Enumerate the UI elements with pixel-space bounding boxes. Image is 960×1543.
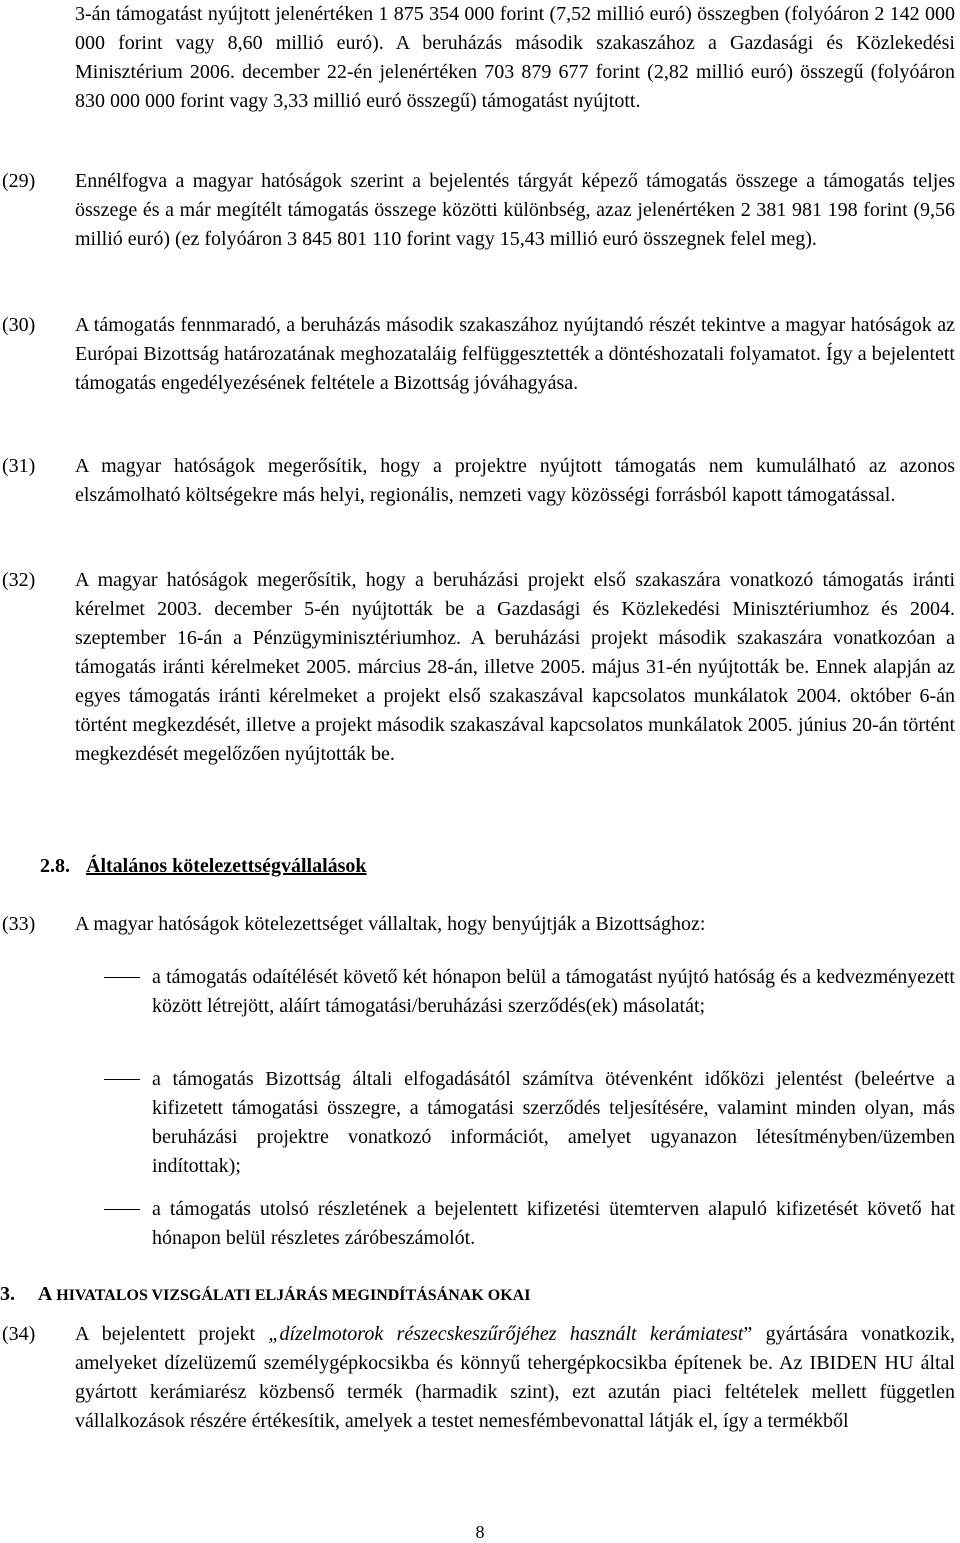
paragraph-30: A támogatás fennmaradó, a beruházás második szakaszához nyújtandó részét tekintve a magyar hatóságok az Európai Bizottság határozatának meghozataláig felfüggesztették a döntéshozatali folyamatot. Így a bejelentett támogatás engedélyezésének feltétele a Bizottság jóváhagyása. [75, 314, 955, 394]
paragraph-33: A magyar hatóságok kötelezettséget vállaltak, hogy benyújtják a Bizottsághoz: [75, 913, 706, 935]
section-number: 2.8. [40, 855, 70, 877]
section-title: Általános kötelezettségvállalások [86, 855, 367, 877]
paragraph-31: A magyar hatóságok megerősítik, hogy a projektre nyújtott támogatás nem kumulálható az azonos elszámolható költségekre más helyi, regionális, nemzeti vagy közösségi forrásból kapott támogatással. [75, 455, 955, 506]
paragraph-number-30: (30) [2, 314, 36, 336]
paragraph-34-close-quote: ” [743, 1323, 753, 1345]
section-title: HIVATALOS VIZSGÁLATI ELJÁRÁS MEGINDÍTÁSÁNAK OKAI [56, 1287, 531, 1304]
intro-paragraph: 3-án támogatást nyújtott jelenértéken 1 875 354 000 forint (7,52 millió euró) összegben (folyóáron 2 142 000 000 forint vagy 8,60 millió euró). A beruházás második szakaszához a Gazdasági és Közlekedési Minisztérium 2006. december 22-én jelenértéken 703 879 677 forint (2,82 millió euró) összegű (folyóáron 830 000 000 forint vagy 3,33 millió euró összegű) támogatást nyújtott. [75, 3, 955, 112]
paragraph-32: A magyar hatóságok megerősítik, hogy a beruházási projekt első szakaszára vonatkozó támogatás iránti kérelmet 2003. december 5-én nyújtották be a Gazdasági és Közlekedési Minisztériumhoz és 2004. szeptember 16-án a Pénzügyminisztériumhoz. A beruházási projekt második szakaszára vonatkozóan a támogatás iránti kérelmeket 2005. március 28-án, illetve 2005. május 31-én nyújtották be. Ennek alapján az egyes támogatás iránti kérelmeket a projekt első szakaszával kapcsolatos munkálatok 2004. október 6-án történt megkezdését, illetve a projekt második szakaszával kapcsolatos munkálatok 2005. június 20-án történt megkezdését megelőzően nyújtották be. [75, 569, 955, 765]
paragraph-34-italic-term: dízelmotorok részecskeszűrőjéhez használt kerámiatest [279, 1323, 744, 1345]
paragraph-29: Ennélfogva a magyar hatóságok szerint a bejelentés tárgyát képező támogatás összege a támogatás teljes összege és a már megítélt támogatás összege közötti különbség, azaz jelenértéken 2 381 981 198 forint (9,56 millió euró) (ez folyóáron 3 845 801 110 forint vagy 15,43 millió euró összegnek felel meg). [75, 170, 955, 250]
paragraph-34-text-after: gyártására vonatkozik, amelyeket dízelüzemű személygépkocsikba és könnyű tehergépkocsikba építenek be. Az IBIDEN HU által gyártott kerámiarész közbenső termék (harmadik szint), ezt azután piaci feltételek mellett független vállalkozások részére értékesítik, amelyek a testet nemesfémbevonattal látják el, így a termékből [75, 1323, 955, 1432]
paragraph-number-34: (34) [2, 1323, 36, 1345]
paragraph-number-29: (29) [2, 170, 36, 192]
section-heading-3 [0, 1280, 530, 1310]
paragraph-number-32: (32) [2, 569, 36, 591]
bullet-item: a támogatás Bizottság általi elfogadásától számítva ötévenként időközi jelentést (beleértve a kifizetett támogatási összegre, a támogatási szerződés teljesítésére, valamint minden olyan, más beruházási projektre vonatkozó információt, amelyet ugyanazon létesítményben/üzemben indítottak); [152, 1068, 955, 1177]
bullet-item: a támogatás utolsó részletének a bejelentett kifizetési ütemterven alapuló kifizetését követő hat hónapon belül részletes záróbeszámolót. [152, 1198, 955, 1249]
section-heading-2-8 [40, 852, 367, 881]
bullet-dash [104, 1079, 140, 1080]
paragraph-34-open-quote: „ [268, 1323, 280, 1345]
paragraph-number-31: (31) [2, 455, 36, 477]
page-number: 8 [475, 1522, 485, 1542]
paragraph-34 [75, 1320, 955, 1436]
paragraph-number-33: (33) [2, 913, 36, 935]
paragraph-34-text-before: A bejelentett projekt [75, 1323, 269, 1345]
section-number: 3. [0, 1283, 15, 1305]
bullet-dash [104, 977, 140, 978]
section-title-initial: A [37, 1283, 52, 1305]
bullet-item: a támogatás odaítélését követő két hónapon belül a támogatást nyújtó hatóság és a kedvezményezett között létrejött, aláírt támogatási/beruházási szerződés(ek) másolatát; [152, 966, 955, 1017]
bullet-dash [104, 1209, 140, 1210]
